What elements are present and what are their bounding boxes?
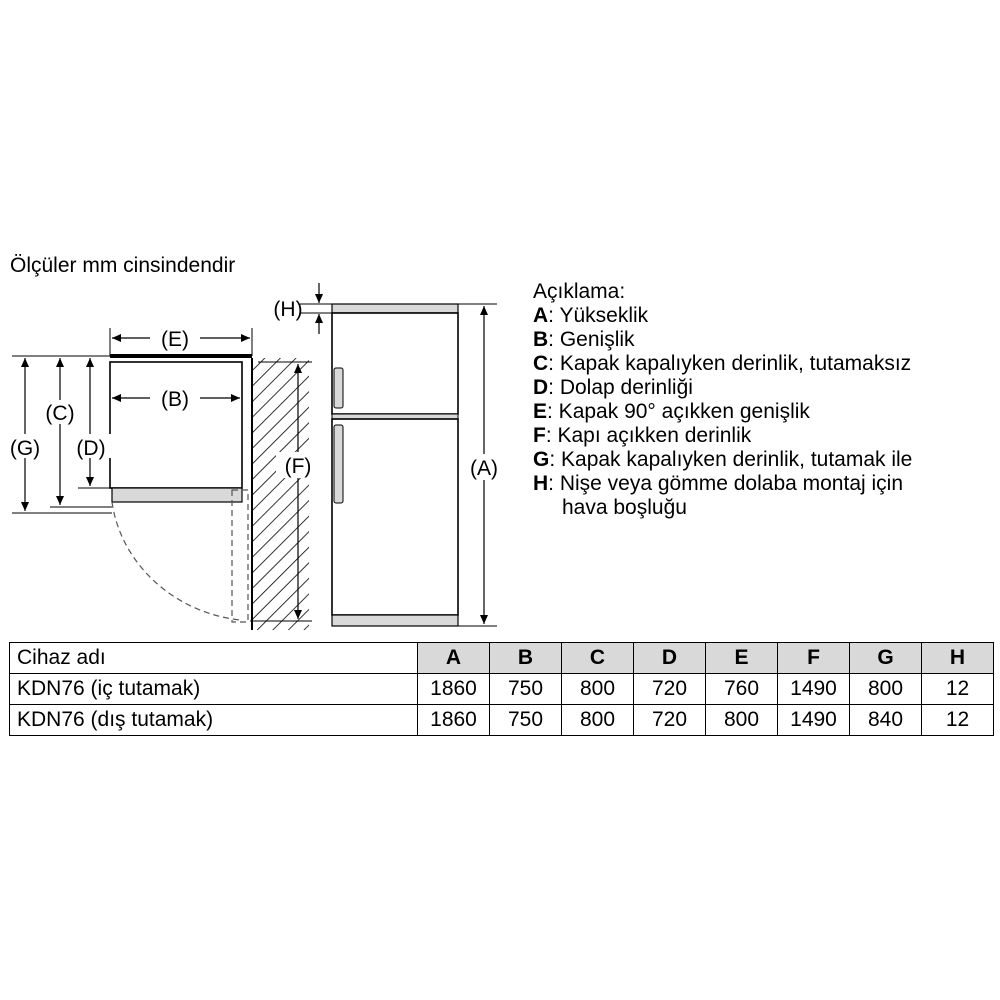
- legend-key: H: [533, 472, 549, 495]
- legend-key: D: [533, 376, 549, 399]
- legend-item-h: [533, 472, 912, 496]
- legend-title: Açıklama:: [533, 280, 626, 303]
- table-cell: 800: [706, 705, 778, 736]
- legend-key: G: [533, 448, 550, 471]
- table-cell: 1860: [418, 705, 490, 736]
- dim-label-g: (G): [9, 437, 41, 460]
- legend-key: A: [533, 304, 549, 327]
- legend-item-f: [533, 424, 912, 448]
- table-header-h: H: [922, 643, 994, 674]
- legend-text: hava boşluğu: [562, 496, 687, 519]
- table-cell: 1490: [778, 705, 850, 736]
- table-cell: 800: [850, 674, 922, 705]
- legend-text: : Dolap derinliği: [548, 376, 693, 399]
- dim-label-f: (F): [284, 455, 312, 478]
- wall-hatching: [252, 358, 309, 630]
- legend-text: : Kapak kapalıyken derinlik, tutamak ile: [549, 448, 913, 471]
- table-cell: 800: [562, 674, 634, 705]
- legend-item-a: [533, 304, 912, 328]
- table-row: [10, 705, 994, 736]
- freezer-handle: [334, 368, 343, 408]
- table-header-f: F: [778, 643, 850, 674]
- table-header-c: C: [562, 643, 634, 674]
- table-header-a: A: [418, 643, 490, 674]
- legend-key: F: [533, 424, 546, 447]
- table-row: [10, 674, 994, 705]
- table-header-e: E: [706, 643, 778, 674]
- legend-key: E: [533, 400, 548, 423]
- table-header-row: [10, 643, 994, 674]
- table-header-b: B: [490, 643, 562, 674]
- legend-key: B: [533, 328, 549, 351]
- table-cell: 1860: [418, 674, 490, 705]
- dim-label-a: (A): [470, 457, 498, 480]
- legend-item-g: [533, 448, 912, 472]
- table-header-d: D: [634, 643, 706, 674]
- legend: [533, 280, 912, 520]
- legend-item-b: [533, 328, 912, 352]
- fridge-door: [332, 419, 458, 615]
- legend-text: : Kapak kapalıyken derinlik, tutamaksız: [548, 352, 912, 375]
- table-cell: 840: [850, 705, 922, 736]
- legend-key: C: [533, 352, 549, 375]
- fridge-top-cap: [332, 304, 458, 313]
- table-cell: 750: [490, 705, 562, 736]
- dim-label-h: (H): [273, 298, 303, 321]
- freezer-door: [332, 313, 458, 414]
- fridge-plinth: [332, 615, 458, 626]
- units-note: Ölçüler mm cinsindendir: [10, 254, 236, 277]
- legend-item-e: [533, 400, 912, 424]
- legend-text: : Kapak 90° açıkken genişlik: [547, 400, 810, 423]
- top-view: [4, 326, 320, 630]
- table-cell: 760: [706, 674, 778, 705]
- table-cell-name: KDN76 (dış tutamak): [10, 705, 418, 736]
- legend-text: : Genişlik: [548, 328, 635, 351]
- legend-item-d: [533, 376, 912, 400]
- dimensions-table: [9, 642, 994, 736]
- dim-label-b: (B): [161, 388, 189, 411]
- table-cell: 12: [922, 674, 994, 705]
- table-cell-name: KDN76 (iç tutamak): [10, 674, 418, 705]
- table-cell: 720: [634, 705, 706, 736]
- table-cell: 12: [922, 705, 994, 736]
- cabinet-outline: [110, 362, 242, 488]
- legend-text: : Yükseklik: [548, 304, 649, 327]
- table-cell: 1490: [778, 674, 850, 705]
- legend-text: : Nişe veya gömme dolaba montaj için: [548, 472, 904, 495]
- legend-text: : Kapı açıkken derinlik: [545, 424, 752, 447]
- dim-label-e: (E): [161, 328, 189, 351]
- table-header-name: Cihaz adı: [10, 643, 418, 674]
- fridge-handle: [334, 425, 343, 503]
- table-cell: 720: [634, 674, 706, 705]
- table-cell: 800: [562, 705, 634, 736]
- door-swing-arc: [112, 502, 240, 620]
- table-header-g: G: [850, 643, 922, 674]
- dim-label-d: (D): [76, 437, 106, 460]
- table-cell: 750: [490, 674, 562, 705]
- legend-item-h-continuation: [533, 496, 912, 520]
- legend-item-c: [533, 352, 912, 376]
- dim-label-c: (C): [45, 402, 75, 425]
- door-closed: [112, 488, 242, 502]
- door-open: [232, 490, 248, 622]
